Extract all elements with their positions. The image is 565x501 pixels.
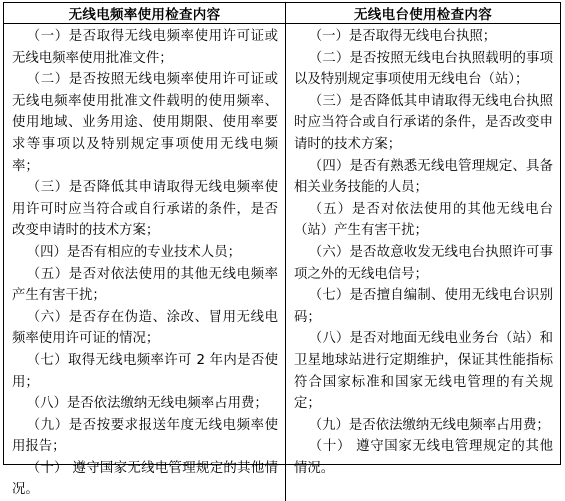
list-item: （一）是否取得无线电台执照； xyxy=(308,29,497,44)
table-body-row xyxy=(4,24,560,501)
frequency-inspection-cell xyxy=(4,24,286,501)
list-item: （九）是否按要求报送年度无线电频率使用报告； xyxy=(12,417,278,455)
list-item: （二）是否按照无线电台执照载明的事项以及特别规定事项使用无线电台（站）； xyxy=(294,50,553,88)
list-item: （一）是否取得无线电频率使用许可证或无线电频率使用批准文件； xyxy=(12,29,278,66)
station-inspection-cell xyxy=(286,24,560,501)
list-item: （二）是否按照无线电频率使用许可证或无线电频率使用批准文件载明的使用频率、使用地域、业务用途、使用期限、使用率要求等事项以及特别规定事项使用无线电频率； xyxy=(12,72,278,174)
list-item: （十） 遵守国家无线电管理规定的其他情况。 xyxy=(12,460,278,498)
list-item: （六）是否存在伪造、涂改、冒用无线电频率使用许可证的情况； xyxy=(12,309,278,347)
list-item: （三）是否降低其申请取得无线电频率使用许可时应当符合或自行承诺的条件，是否改变申请时的技术方案； xyxy=(12,180,278,239)
list-item: （五）是否对依法使用的其他无线电台（站）产生有害干扰； xyxy=(294,201,553,239)
header-station-inspection: 无线电台使用检查内容 xyxy=(354,7,492,23)
list-item: （五）是否对依法使用的其他无线电频率产生有害干扰； xyxy=(12,266,278,304)
list-item: （四）是否有熟悉无线电管理规定、具备相关业务技能的人员； xyxy=(294,158,553,196)
list-item: （六）是否故意收发无线电台执照许可事项之外的无线电信号； xyxy=(294,244,553,282)
list-item: （七）是否擅自编制、使用无线电台识别码； xyxy=(294,288,553,325)
list-item: （十） 遵守国家无线电管理规定的其他情况。 xyxy=(294,439,553,476)
list-item: （七）取得无线电频率许可 2 年内是否使用； xyxy=(12,352,278,390)
inspection-table xyxy=(3,2,561,498)
list-item: （三）是否降低其申请取得无线电台执照时应当符合或自行承诺的条件，是否改变申请时的技术方案； xyxy=(294,93,553,152)
list-item: （八）是否依法缴纳无线电频率占用费； xyxy=(26,396,268,412)
table-header-row xyxy=(4,3,560,24)
header-frequency-inspection: 无线电频率使用检查内容 xyxy=(4,3,286,23)
list-item: （四）是否有相应的专业技术人员； xyxy=(26,244,241,260)
list-item: （九）是否依法缴纳无线电频率占用费； xyxy=(308,417,550,433)
list-item: （八）是否对地面无线电业务台（站）和卫星地球站进行定期维护，保证其性能指标符合国家标准和国家无线电管理的有关规定； xyxy=(294,331,553,412)
